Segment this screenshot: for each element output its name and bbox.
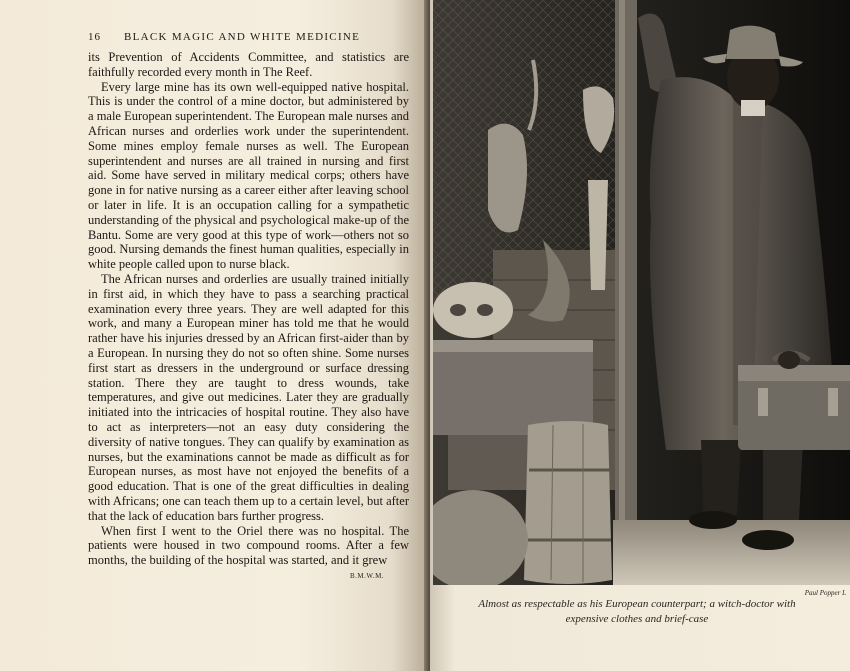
body-text: [88, 50, 409, 568]
photograph-illustration: [433, 0, 850, 585]
page-number: 16: [88, 31, 101, 43]
paragraph-3: The African nurses and orderlies are usually trained initially in first aid, in which they have to pass a searching practical examination every three years. They are well adapted for this work, and many a European miner has told me that he would rather have his injuries dressed by an African first-aider than by a European. In nursing they do not so often shine. Some nurses first start as dressers in the underground or surface dressing station. There they are taught to dress wounds, take temperatures, and give out medicines. Later they are gradually initiated into the intricacies of hospital routine. They also have to act as interpreters—not an easy duty considering the diversity of native tongues. They can qualify by examination as nurses, but the examinations cannot be made as difficult as for European nurses, as most have not enjoyed the benefits of a good education. That is one of the great difficulties in dealing with Africans; one can teach them up to a certain level, but after that the lack of education bars further progress.: [88, 271, 409, 523]
photo-caption: Almost as respectable as his European counterpart; a witch-doctor with expensive clothes and brief-case: [478, 598, 796, 625]
page-header: [88, 31, 410, 45]
signature-mark: B.M.W.M.: [350, 572, 385, 580]
running-head: BLACK MAGIC AND WHITE MEDICINE: [124, 31, 361, 43]
paragraph-2: Every large mine has its own well-equipped native hospital. This is under the control of a mine doctor, but administered by a male European superintendent. The European male nurses and African nurses and orderlies work under the superintendent. Some mines employ female nurses as well. The European superintendent and nurses are all trained in nursing and first aid. Some have served in military medical corps; others have gone in for native nursing as a career either after leaving school or later in life. It is an occupation calling for a sympathetic understanding of the physical and psychological make-up of the Bantu. Some are very good at this type of work—others not so good. Nursing demands the finest human qualities, especially in white people called upon to nurse black.: [88, 79, 409, 272]
paragraph-4: When first I went to the Oriel there was no hospital. The patients were housed in two compound rooms. After a few months, the building of the hospital was started, and it grew: [88, 523, 409, 568]
photograph: [433, 0, 850, 585]
paragraph-1: its Prevention of Accidents Committee, and statistics are faithfully recorded every month in The Reef.: [88, 50, 409, 79]
photo-credit: Paul Popper L: [804, 589, 846, 597]
